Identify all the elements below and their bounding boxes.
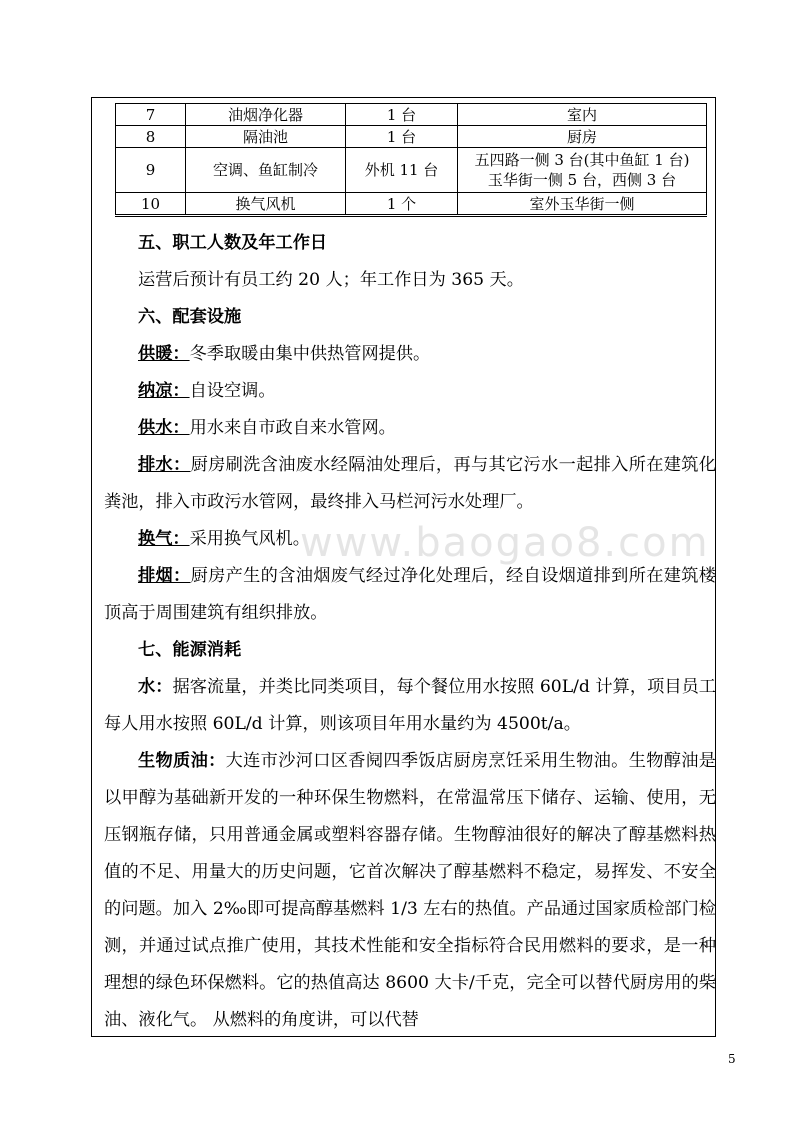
equipment-location: 厨房 [458,126,707,148]
drainage-text: 厨房刷洗含油废水经隔油处理后，再与其它污水一起排入所在建筑化粪池，排入市政污水管网，最终排入马栏河污水处理厂。 [104,455,716,512]
ventilation-label: 换气： [138,529,190,549]
table-row [116,148,707,193]
cooling-label: 纳凉： [138,381,190,401]
water-use-text: 据客流量，并类比同类项目，每个餐位用水按照 60L/d 计算，项目员工每人用水按照 60L/d 计算，则该项目年用水量约为 4500t/a。 [104,677,716,734]
heating-text: 冬季取暖由集中供热管网提供。 [189,344,431,364]
equipment-name: 换气风机 [186,193,346,216]
ventilation-text: 采用换气风机。 [189,529,310,549]
staff-paragraph: 运营后预计有员工约 20 人；年工作日为 365 天。 [138,270,524,290]
table-row [116,126,707,148]
drainage-paragraph [104,447,716,521]
document-body [104,225,716,1039]
row-number: 7 [116,104,186,126]
cooling-text: 自设空调。 [189,381,276,401]
water-supply-paragraph [104,410,716,447]
equipment-quantity: 外机 11 台 [346,148,458,193]
smoke-exhaust-label: 排烟： [138,566,191,586]
drainage-label: 排水： [138,455,191,475]
cooling-paragraph [104,373,716,410]
water-use-label: 水： [138,677,173,697]
bio-oil-label: 生物质油： [138,751,226,771]
equipment-name: 空调、鱼缸制冷 [186,148,346,193]
location-line: 玉华街一侧 5 台，西侧 3 台 [487,171,677,189]
ventilation-paragraph [104,521,716,558]
smoke-exhaust-paragraph [104,558,716,632]
location-line: 五四路一侧 3 台(其中鱼缸 1 台) [474,151,690,169]
equipment-quantity: 1 个 [346,193,458,216]
heating-paragraph [104,336,716,373]
equipment-location: 室内 [458,104,707,126]
row-number: 8 [116,126,186,148]
equipment-name: 油烟净化器 [186,104,346,126]
equipment-quantity: 1 台 [346,104,458,126]
equipment-location: 室外玉华街一侧 [458,193,707,216]
table-row [116,104,707,126]
section-heading-energy: 七、能源消耗 [138,640,242,660]
page-number: 5 [728,1052,736,1066]
bio-oil-paragraph [104,743,716,1039]
section-heading-staff: 五、职工人数及年工作日 [138,233,328,253]
water-supply-label: 供水： [138,418,190,438]
heating-label: 供暖： [138,344,190,364]
watermark: www.baogao8.com [300,520,710,566]
equipment-name: 隔油池 [186,126,346,148]
smoke-exhaust-text: 厨房产生的含油烟废气经过净化处理后，经自设烟道排到所在建筑楼顶高于周围建筑有组织排放。 [104,566,716,623]
equipment-quantity: 1 台 [346,126,458,148]
row-number: 9 [116,148,186,193]
row-number: 10 [116,193,186,216]
water-supply-text: 用水来自市政自来水管网。 [189,418,396,438]
section-heading-facilities: 六、配套设施 [138,307,242,327]
equipment-location [458,148,707,193]
water-use-paragraph [104,669,716,743]
table-row [116,193,707,216]
equipment-table [115,103,707,217]
bio-oil-text: 大连市沙河口区香阋四季饭店厨房烹饪采用生物油。生物醇油是以甲醇为基础新开发的一种环保生物燃料，在常温常压下储存、运输、使用，无压钢瓶存储，只用普通金属或塑料容器存储。生物醇油很好的解决了醇基燃料热值的不足、用量大的历史问题，它首次解决了醇基燃料不稳定，易挥发、不安全的问题。加入 2‰即可提高醇基燃料 1/3 左右的热值。产品通过国家质检部门检测，并通过试点推广使用，其技术性能和安全指标符合民用燃料的要求，是一种理想的绿色环保燃料。它的热值高达 8600 大卡/千克，完全可以替代厨房用的柴油、液化气。 从燃料的角度讲，可以代替 [104,751,716,1030]
